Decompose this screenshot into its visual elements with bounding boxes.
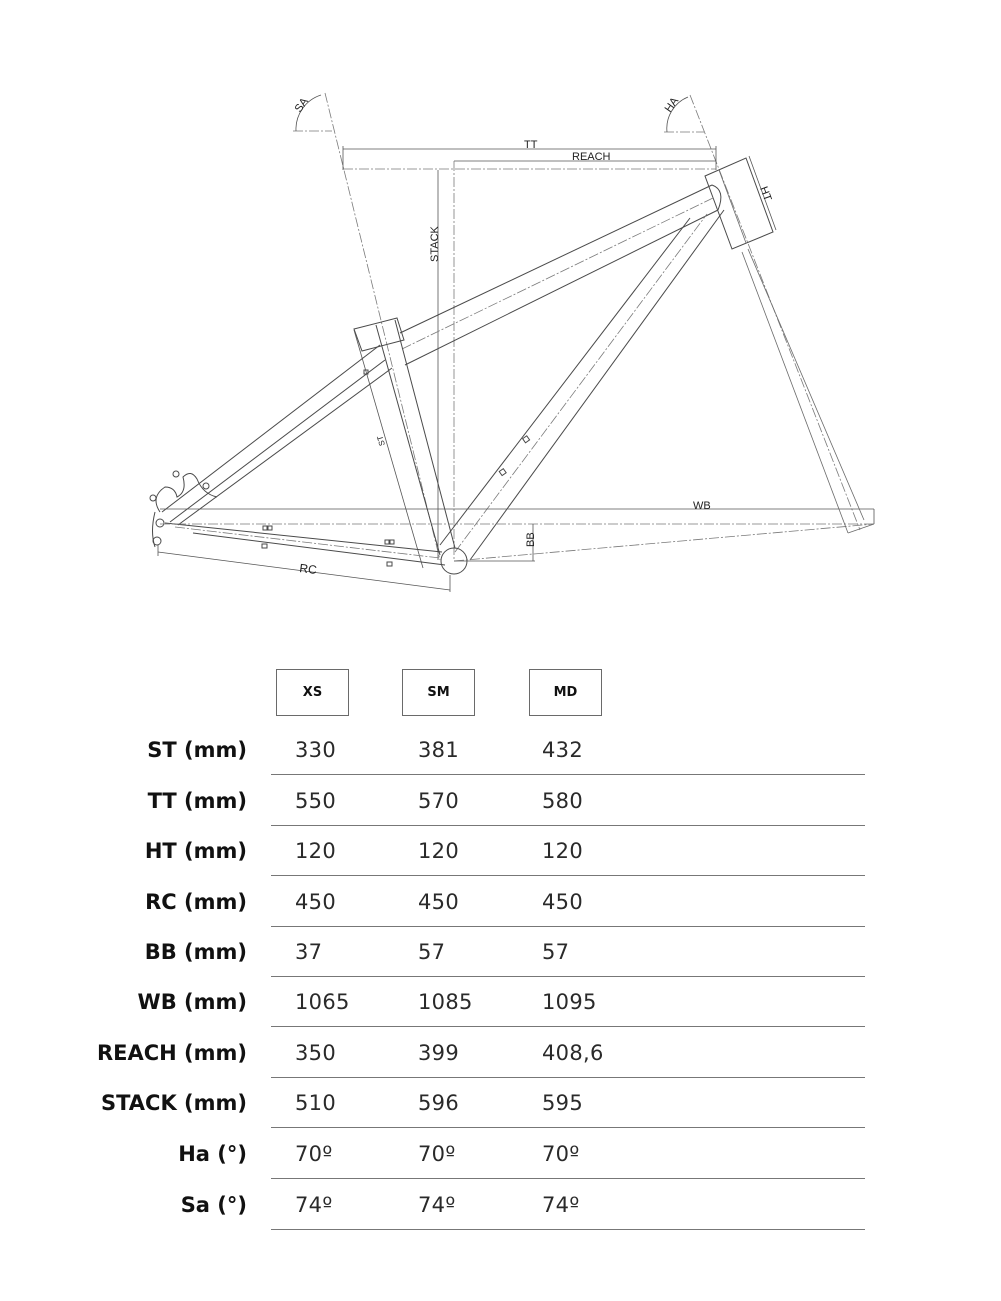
value-sm: 596: [418, 1091, 459, 1115]
row-label: REACH (mm): [96, 1041, 247, 1065]
reach-label: REACH: [572, 151, 611, 163]
value-md: 408,6: [542, 1041, 604, 1065]
table-row-tt: [0, 788, 1001, 839]
value-sm: 70º: [418, 1142, 456, 1166]
table-row-wb: [0, 989, 1001, 1040]
value-sm: 450: [418, 890, 459, 914]
row-divider: [271, 926, 865, 927]
value-sm: 1085: [418, 990, 473, 1014]
value-xs: 510: [295, 1091, 336, 1115]
size-header-md[interactable]: MD: [529, 669, 602, 716]
value-sm: 74º: [418, 1193, 456, 1217]
value-md: 70º: [542, 1142, 580, 1166]
row-label: HT (mm): [144, 839, 247, 863]
value-xs: 70º: [295, 1142, 333, 1166]
value-xs: 330: [295, 738, 336, 762]
row-divider: [271, 1026, 865, 1027]
value-xs: 74º: [295, 1193, 333, 1217]
row-label: RC (mm): [145, 890, 247, 914]
value-xs: 37: [295, 940, 323, 964]
bb-label: BB: [525, 532, 537, 547]
table-row-ha: [0, 1141, 1001, 1192]
row-label: TT (mm): [147, 789, 247, 813]
value-md: 120: [542, 839, 583, 863]
ha-label: HA: [662, 95, 682, 115]
value-sm: 57: [418, 940, 446, 964]
value-xs: 550: [295, 789, 336, 813]
table-row-ht: [0, 838, 1001, 889]
row-label: ST (mm): [147, 738, 247, 762]
tt-label: TT: [524, 139, 538, 151]
table-row-bb: [0, 939, 1001, 990]
size-header-xs[interactable]: XS: [276, 669, 349, 716]
sa-label: SA: [292, 95, 311, 115]
row-divider: [271, 1127, 865, 1128]
value-sm: 399: [418, 1041, 459, 1065]
row-label: BB (mm): [144, 940, 247, 964]
rc-label: RC: [298, 561, 318, 578]
row-divider: [271, 875, 865, 876]
row-divider: [271, 976, 865, 977]
row-label: Sa (°): [180, 1193, 247, 1217]
value-md: 1095: [542, 990, 597, 1014]
ht-label: HT: [757, 184, 774, 203]
value-md: 432: [542, 738, 583, 762]
row-divider: [271, 1077, 865, 1078]
row-label: STACK (mm): [100, 1091, 247, 1115]
value-sm: 381: [418, 738, 459, 762]
table-row-sa: [0, 1192, 1001, 1243]
value-md: 450: [542, 890, 583, 914]
table-row-st: [0, 737, 1001, 788]
table-row-reach: [0, 1040, 1001, 1091]
value-md: 580: [542, 789, 583, 813]
size-header-sm[interactable]: SM: [402, 669, 475, 716]
value-xs: 120: [295, 839, 336, 863]
value-md: 74º: [542, 1193, 580, 1217]
table-row-rc: [0, 889, 1001, 940]
value-xs: 1065: [295, 990, 350, 1014]
wb-label: WB: [693, 500, 711, 512]
value-md: 57: [542, 940, 570, 964]
value-xs: 350: [295, 1041, 336, 1065]
value-sm: 120: [418, 839, 459, 863]
row-label: Ha (°): [178, 1142, 247, 1166]
row-divider: [271, 1178, 865, 1179]
table-row-stack: [0, 1090, 1001, 1141]
value-md: 595: [542, 1091, 583, 1115]
value-sm: 570: [418, 789, 459, 813]
row-divider: [271, 825, 865, 826]
row-label: WB (mm): [137, 990, 247, 1014]
value-xs: 450: [295, 890, 336, 914]
stack-label: STACK: [429, 226, 441, 262]
row-divider: [271, 1229, 865, 1230]
st-label: ST: [375, 434, 387, 447]
row-divider: [271, 774, 865, 775]
